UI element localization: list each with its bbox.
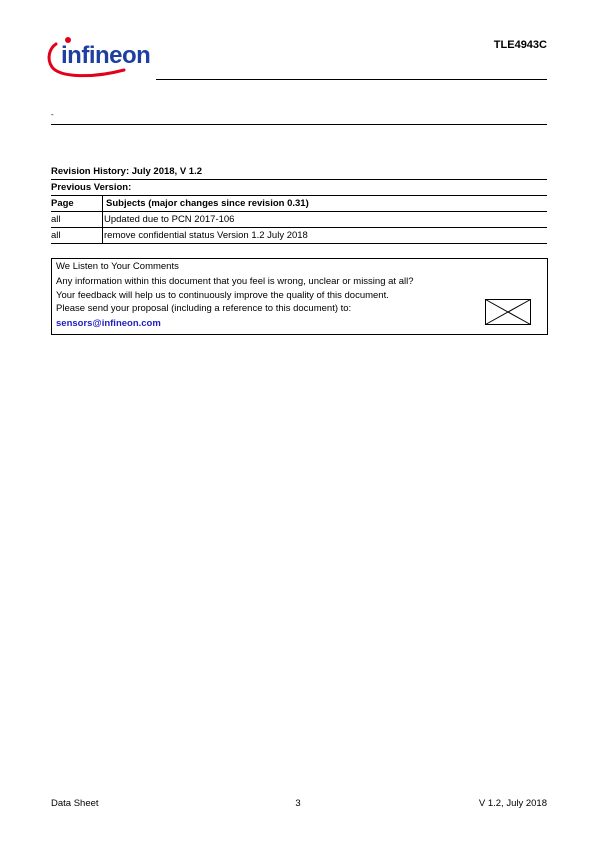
footer-page-number: 3 [295,798,301,809]
row-page: all [51,229,61,241]
infineon-logo [42,30,160,80]
previous-version-label: Previous Version: [51,181,132,193]
envelope-icon[interactable] [485,299,531,325]
row-subject: Updated due to PCN 2017-106 [103,212,548,228]
table-row [51,212,547,228]
column-header-subjects: Subjects (major changes since revision 0.31) [103,196,548,212]
header-rule [156,79,547,80]
footer-version: V 1.2, July 2018 [478,798,547,809]
dash-mark: - [51,110,54,119]
logo-text: infineon [61,42,151,69]
feedback-line-3: Please send your proposal (including a reference to this document) to: [56,303,352,314]
feedback-email-link[interactable]: sensors@infineon.com [56,318,161,329]
feedback-box [51,258,548,335]
row-subject: remove confidential status Version 1.2 July 2018 [103,228,548,244]
column-header-page: Page [51,197,74,209]
top-rule [51,124,547,125]
table-header-row [51,196,547,212]
feedback-title: We Listen to Your Comments [56,261,179,272]
table-row [51,228,547,244]
feedback-line-2: Your feedback will help us to continuously improve the quality of this document. [56,290,389,301]
document-id: TLE4943C [493,39,547,51]
row-page: all [51,213,61,225]
previous-version-row [51,180,547,196]
footer-doc-type: Data Sheet [51,798,99,809]
revision-table [51,179,547,244]
feedback-line-1: Any information within this document that you feel is wrong, unclear or missing at all? [56,276,414,287]
revision-history-title: Revision History: July 2018, V 1.2 [51,166,203,177]
